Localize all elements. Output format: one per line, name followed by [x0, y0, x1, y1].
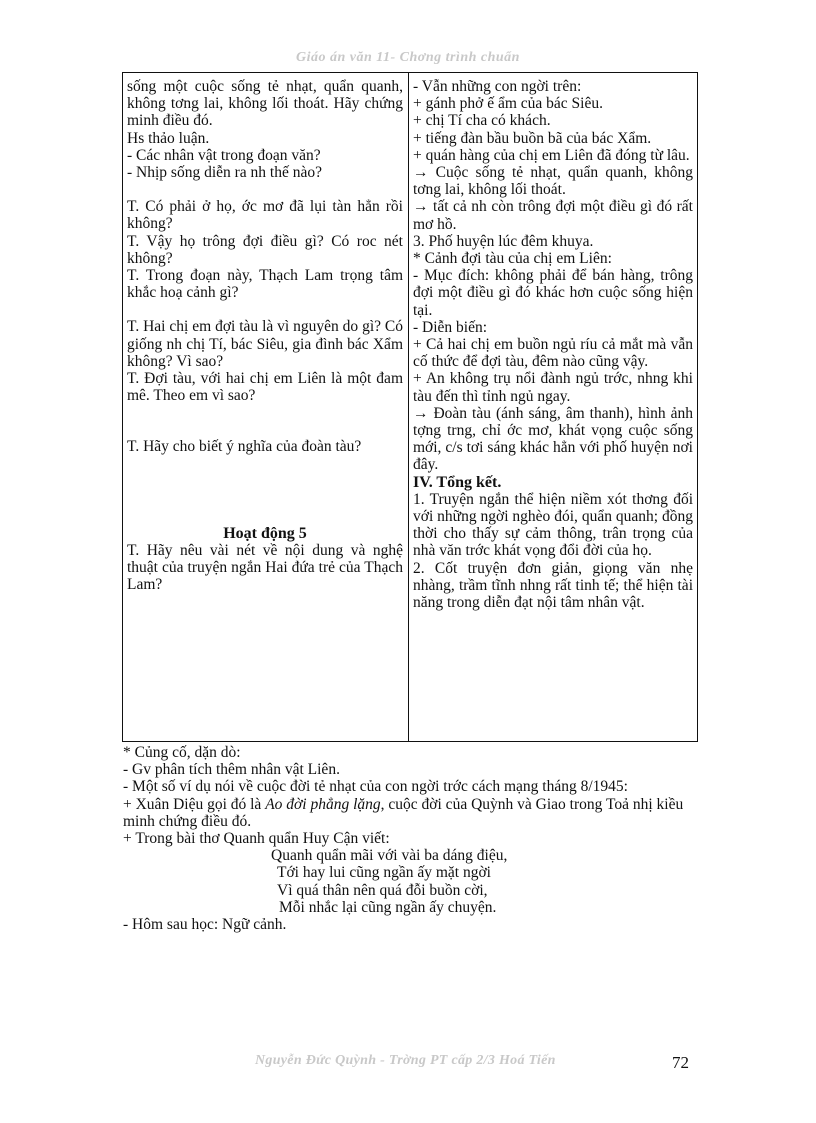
content-column: [413, 78, 693, 611]
right-text-3: + chị Tí cha có khách.: [413, 112, 551, 130]
huy-can-intro: + Trong bài thơ Quanh quẩn Huy Cận viết:: [123, 830, 390, 848]
right-text-5: + quán hàng của chị em Liên đã đóng từ lâu.: [413, 146, 690, 164]
poem: [123, 847, 699, 916]
xuan-dieu-line: [123, 796, 699, 830]
right-text-2: + gánh phở ế ẩm của bác Siêu.: [413, 95, 603, 113]
right-text-9: * Cảnh đợi tàu của chị em Liên:: [413, 250, 612, 268]
closing-section: [123, 744, 699, 933]
column-divider: [408, 73, 409, 741]
left-text-6: T. Vậy họ trông đợi điều gì? Có roc nét không?: [127, 232, 403, 267]
page-number: 72: [672, 1053, 689, 1072]
left-text-1: sống một cuộc sống tẻ nhạt, quẩn quanh, không tơng lai, không lối thoát. Hãy chứng minh điều đó.: [127, 78, 403, 130]
right-text-14: → Đoàn tàu (ánh sáng, âm thanh), hình ảnh tợng trng, chỉ ớc mơ, khát vọng cuộc sống mới, c/s tơi sáng khác hẳn với phố huyện nơi đây.: [413, 404, 693, 474]
left-text-10: T. Hãy cho biết ý nghĩa của đoàn tàu?: [127, 438, 362, 456]
teacher-student-column: [127, 78, 403, 593]
xuan-dieu-title: Ao đời phẳng lặng: [265, 795, 381, 813]
after-line-2: - Một số ví dụ nói về cuộc đời tẻ nhạt của con ngời trớc cách mạng tháng 8/1945:: [123, 778, 628, 796]
right-text-1: - Vẫn những con ngời trên:: [413, 78, 582, 95]
poem-line-1: Quanh quẩn mãi với vài ba dáng điệu,: [271, 847, 508, 865]
right-text-7: → tất cả nh còn trông đợi một điều gì đó rất mơ hồ.: [413, 198, 693, 233]
next-lesson: - Hôm sau học: Ngữ cảnh.: [123, 916, 287, 934]
left-text-9: T. Đợi tàu, với hai chị em Liên là một đam mê. Theo em vì sao?: [127, 370, 403, 405]
right-text-6: → Cuộc sống tẻ nhạt, quẩn quanh, không tơng lai, không lối thoát.: [413, 164, 693, 199]
consolidation-heading: * Củng cố, dặn dò:: [123, 744, 241, 761]
right-text-12: + Cả hai chị em buồn ngủ ríu cả mắt mà vẫn cố thức để đợi tàu, đêm nào cũng vậy.: [413, 336, 693, 371]
left-text-4: - Nhịp sống diễn ra nh thế nào?: [127, 164, 322, 182]
right-text-4: + tiếng đàn bầu buồn bã của bác Xẩm.: [413, 129, 652, 147]
right-text-11: - Diễn biến:: [413, 318, 488, 336]
poem-line-2: Tới hay lui cũng ngần ấy mặt ngời: [277, 864, 491, 882]
poem-line-3: Vì quá thân nên quá đỗi buồn cời,: [277, 881, 488, 899]
lesson-table: [122, 72, 698, 742]
left-text-2: Hs thảo luận.: [127, 129, 210, 147]
right-text-8: 3. Phố huyện lúc đêm khuya.: [413, 232, 594, 250]
left-text-7: T. Trong đoạn này, Thạch Lam trọng tâm khắc hoạ cảnh gì?: [127, 267, 403, 302]
xuan-dieu-prefix: + Xuân Diệu gọi đó là: [123, 795, 266, 813]
right-text-15: 1. Truyện ngắn thể hiện niềm xót thơng đối với những ngời nghèo đói, quẩn quanh; đồng thời cho thấy sự cảm thông, trân trọng của nhà văn trớc khát vọng đổi đời của họ.: [413, 490, 693, 560]
page-header: Giáo án văn 11- Chơng trình chuẩn: [296, 50, 520, 65]
summary-heading: IV. Tổng kết.: [413, 473, 502, 491]
left-text-3: - Các nhân vật trong đoạn văn?: [127, 146, 321, 164]
left-text-11: T. Hãy nêu vài nét về nội dung và nghệ thuật của truyện ngắn Hai đứa trẻ của Thạch Lam?: [127, 541, 403, 594]
right-text-10: - Mục đích: không phải để bán hàng, trông đợi một điều gì đó khác hơn cuộc sống hiện tại.: [413, 267, 693, 319]
left-text-8: T. Hai chị em đợi tàu là vì nguyên do gì? Có giống nh chị Tí, bác Siêu, gia đình bác Xẩm không? Vì sao?: [127, 318, 403, 370]
xuan-dieu-suffix: , cuộc đời của Quỳnh và Giao trong Toả nhị kiều minh chứng điều đó.: [123, 795, 684, 830]
poem-line-4: Mỗi nhắc lại cũng ngần ấy chuyện.: [279, 898, 497, 916]
left-text-5: T. Có phải ở họ, ớc mơ đã lụi tàn hẳn rồi không?: [127, 198, 403, 233]
right-text-16: 2. Cốt truyện đơn giản, giọng văn nhẹ nhàng, trầm tĩnh nhng rất tinh tế; thể hiện tài năng trong diễn đạt nội tâm nhân vật.: [413, 559, 693, 612]
after-line-1: - Gv phân tích thêm nhân vật Liên.: [123, 761, 340, 779]
right-text-13: + An không trụ nổi đành ngủ trớc, nhng khi tàu đến thì tỉnh ngủ ngay.: [413, 370, 693, 405]
activity-heading: Hoạt động 5: [223, 524, 307, 542]
page-footer: Nguyễn Đức Quỳnh - Trờng PT cấp 2/3 Hoá Tiến: [255, 1053, 556, 1068]
